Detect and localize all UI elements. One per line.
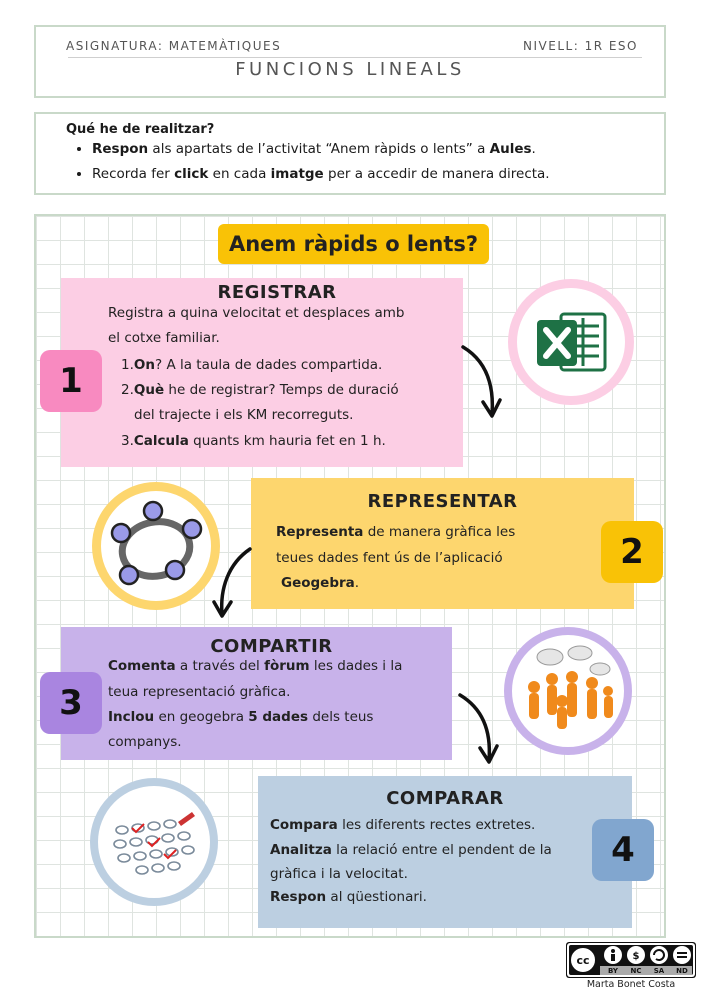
step-number-badge: 3 [40, 672, 102, 734]
bold-text: 5 dades [248, 709, 309, 725]
cc-text: cc [576, 954, 590, 967]
instructions-list [66, 137, 550, 187]
by-text: BY [607, 967, 619, 975]
step-title: REGISTRAR [217, 282, 337, 303]
step-list-item [121, 353, 382, 378]
step-number-badge: 2 [601, 521, 663, 583]
people-discussion-icon [512, 635, 624, 747]
step-text [270, 813, 535, 838]
step-text [281, 571, 359, 596]
bold-text: Inclou [108, 709, 155, 725]
step-text [270, 838, 552, 863]
nd-text: ND [676, 967, 688, 975]
step-title: COMPARAR [386, 788, 504, 809]
text: les dades i la [309, 658, 403, 674]
bold-text: Analitza [270, 842, 332, 858]
excel-logo-icon [517, 288, 625, 396]
level-label: NIVELL: 1R ESO [523, 39, 638, 53]
step-text: companys. [108, 734, 182, 750]
activity-title-banner: Anem ràpids o lents? [218, 224, 489, 264]
text: he de registrar? Temps de duració [164, 382, 399, 398]
text: a través del [175, 658, 265, 674]
step-compartir-card [61, 627, 452, 760]
step-title: REPRESENTAR [367, 491, 518, 512]
page-header [34, 25, 666, 98]
bold-text: Respon [92, 141, 149, 157]
step-representar-card [251, 478, 634, 609]
text: per a accedir de manera directa. [323, 166, 550, 182]
instructions-question: Qué he de realitzar? [66, 122, 215, 137]
nc-text: NC [630, 967, 642, 975]
geogebra-link[interactable]: Geogebra [281, 575, 355, 591]
step-number-badge: 1 [40, 350, 102, 412]
arrow-icon [458, 342, 508, 422]
bold-text: Compara [270, 817, 338, 833]
cc-by-nc-sa-icon [566, 942, 696, 978]
list-number: 2. [121, 382, 134, 398]
page-title: FUNCIONS LINEALS [235, 59, 465, 80]
geogebra-link[interactable] [92, 482, 220, 610]
text: al qüestionari. [326, 889, 427, 905]
text: de manera gràfica les [363, 524, 516, 540]
step-text: teues dades fent ús de l’aplicació [276, 550, 503, 566]
bold-text: Calcula [133, 433, 189, 449]
list-number: 3. [121, 433, 134, 449]
bold-text: On [133, 357, 155, 373]
step-registrar-card [61, 278, 463, 467]
aules-link[interactable]: Aules [489, 141, 532, 157]
text: dels teus [308, 709, 374, 725]
text: als apartats de l’activitat “Anem ràpids o lents” a [148, 141, 490, 157]
instruction-item [92, 162, 550, 187]
geogebra-logo-icon [101, 491, 211, 601]
bold-text: click [174, 166, 209, 182]
forum-link[interactable]: fòrum [264, 658, 310, 674]
step-text: Registra a quina velocitat et desplaces amb [108, 305, 405, 321]
text: en geogebra [154, 709, 249, 725]
step-list-item [121, 378, 399, 403]
author-name: Marta Bonet Costa [586, 979, 676, 990]
bold-text: imatge [270, 166, 324, 182]
step-title: COMPARTIR [210, 636, 333, 657]
forum-link[interactable] [504, 627, 632, 755]
bold-text: Què [133, 382, 165, 398]
bold-text: Comenta [108, 658, 176, 674]
text: Recorda fer [92, 166, 175, 182]
text: . [531, 141, 536, 157]
step-number-badge: 4 [592, 819, 654, 881]
step-text: el cotxe familiar. [108, 330, 220, 346]
bold-text: Representa [276, 524, 364, 540]
excel-link[interactable] [508, 279, 634, 405]
step-text [108, 705, 373, 730]
step-text: gràfica i la velocitat. [270, 866, 408, 882]
arrow-icon [455, 690, 505, 770]
checklist-quiz-icon [98, 786, 210, 898]
step-text: del trajecte i els KM recorreguts. [134, 407, 354, 423]
svg-text:$: $ [632, 951, 640, 962]
arrow-icon [208, 544, 258, 624]
step-text: teua representació gràfica. [108, 684, 291, 700]
text: . [354, 575, 360, 591]
step-list-item [121, 429, 386, 454]
text: les diferents rectes extretes. [337, 817, 536, 833]
instruction-item [92, 137, 550, 162]
step-text [270, 885, 427, 910]
list-number: 1. [121, 357, 134, 373]
quiz-link[interactable] [90, 778, 218, 906]
step-text [276, 520, 515, 545]
step-text [108, 654, 402, 679]
step-comparar-card [258, 776, 632, 928]
text: ? A la taula de dades compartida. [154, 357, 383, 373]
cc-license-badge[interactable] [566, 942, 696, 978]
text: quants km hauria fet en 1 h. [188, 433, 386, 449]
questionnaire-link[interactable]: Respon [270, 889, 327, 905]
sa-text: SA [653, 967, 665, 975]
instructions-box [34, 112, 666, 195]
subject-label: ASIGNATURA: MATEMÀTIQUES [66, 39, 282, 53]
header-divider [68, 57, 642, 58]
text: en cada [208, 166, 271, 182]
text: la relació entre el pendent de la [331, 842, 552, 858]
